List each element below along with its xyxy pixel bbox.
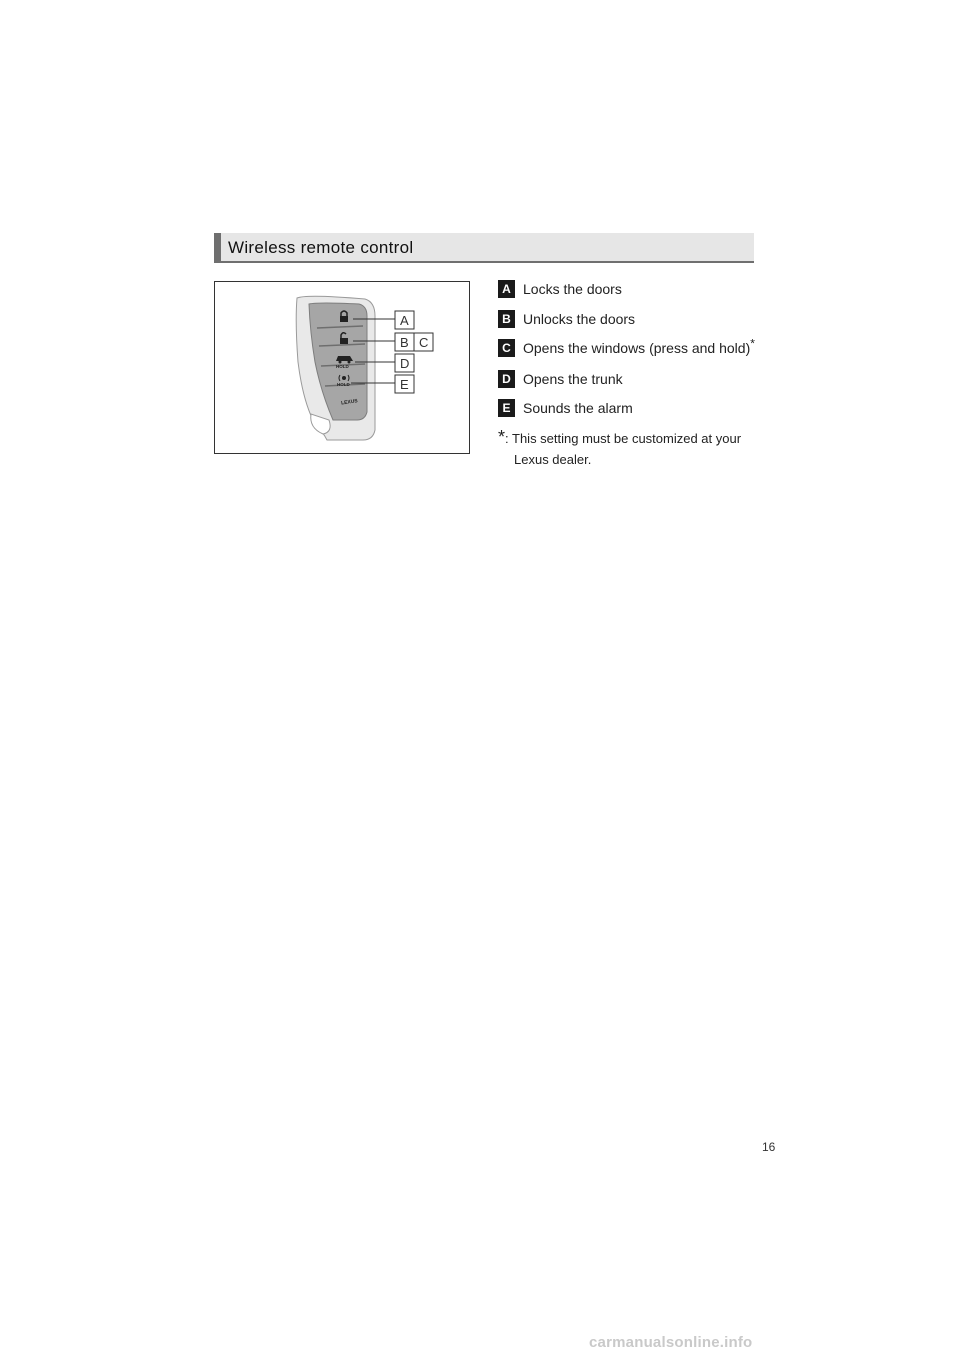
item-badge: B xyxy=(498,310,515,328)
fob-brand-logo: LEXUS xyxy=(340,398,359,407)
svg-text:C: C xyxy=(419,335,429,350)
svg-text:E: E xyxy=(400,377,409,392)
section-title: Wireless remote control xyxy=(228,238,414,257)
section-header-bar xyxy=(214,233,221,263)
item-text: Opens the windows (press and hold)* xyxy=(523,336,755,356)
page-number: 16 xyxy=(762,1140,776,1154)
footnote-star: * xyxy=(498,427,506,447)
footnote-line-2: Lexus dealer. xyxy=(514,452,592,467)
item-text: Unlocks the doors xyxy=(523,311,636,327)
svg-text:A: A xyxy=(400,313,409,328)
item-badge: C xyxy=(498,339,515,357)
footnote-line-1: : This setting must be customized at your xyxy=(505,431,742,446)
callout-b xyxy=(395,333,414,351)
svg-text:B: B xyxy=(400,335,409,350)
watermark[interactable]: carmanualsonline.info xyxy=(589,1334,753,1351)
svg-text:D: D xyxy=(400,356,410,371)
footnote-marker: * xyxy=(750,336,755,351)
item-badge: E xyxy=(498,399,515,417)
item-text: Opens the trunk xyxy=(523,371,623,387)
item-badge: A xyxy=(498,280,515,298)
callout-c xyxy=(414,333,433,351)
hold-label-2: HOLD xyxy=(337,382,350,387)
section-header xyxy=(214,233,754,263)
item-text: Locks the doors xyxy=(523,281,622,297)
callout-d xyxy=(395,354,414,372)
callout-a xyxy=(395,311,414,329)
key-fob-figure xyxy=(214,281,470,454)
callout-e xyxy=(395,375,414,393)
footnote xyxy=(498,428,758,470)
hold-label-1: HOLD xyxy=(336,364,349,369)
item-badge: D xyxy=(498,370,515,388)
item-text: Sounds the alarm xyxy=(523,400,633,416)
key-fob-illustration xyxy=(215,282,471,455)
